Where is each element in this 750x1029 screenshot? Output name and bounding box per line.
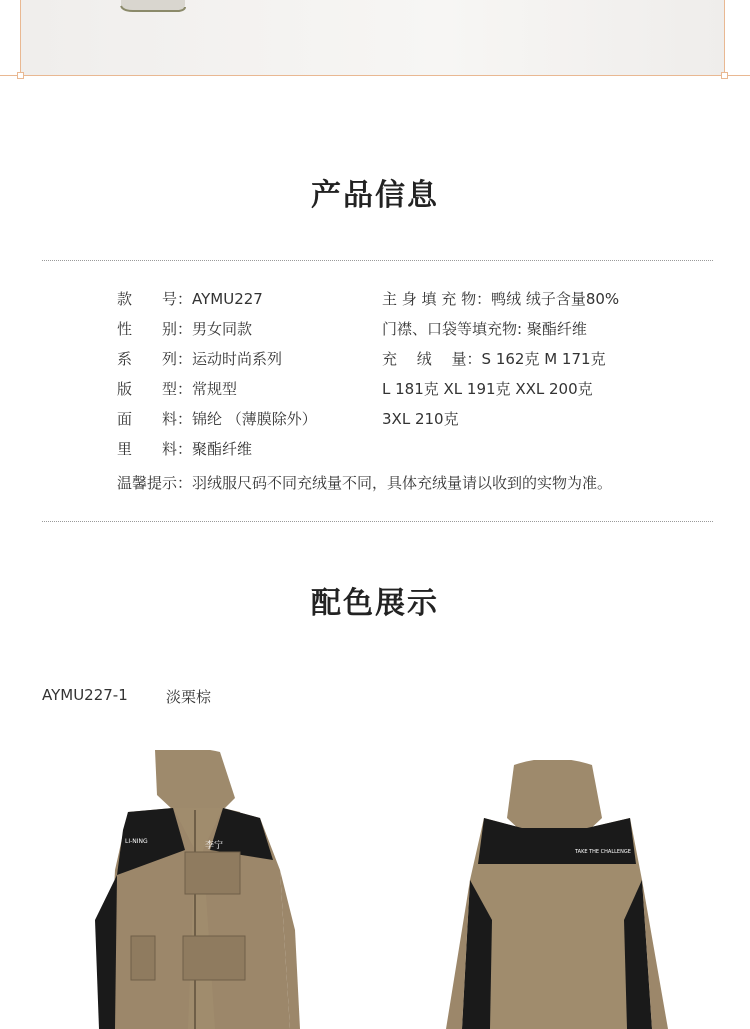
svg-text:LI-NING: LI-NING [125,838,148,845]
top-product-image-frame [20,0,725,76]
size-note: 温馨提示：羽绒服尺码不同充绒量不同，具体充绒量请以收到的实物为准。 [117,474,613,492]
divider-top [42,260,713,261]
shoe-image [119,0,189,12]
spec-lining: 里 料：聚酯纤维 [117,440,253,458]
spec-fill-weight-3: 3XL 210克 [382,410,459,428]
spec-fill-weight-2: L 181克 XL 191克 XXL 200克 [382,380,593,398]
frame-corner-right [721,72,728,79]
spec-style-no: 款 号：AYMU227 [117,290,263,308]
spec-fit: 版 型：常规型 [117,380,238,398]
product-info-title: 产品信息 [311,178,439,213]
color-code: AYMU227-1 [42,686,128,704]
spec-main-filling: 主 身 填 充 物：鸭绒 绒子含量80% [382,290,620,308]
spec-gender: 性 别：男女同款 [117,320,253,338]
svg-text:李宁: 李宁 [205,841,224,851]
svg-text:TAKE THE CHALLENGE: TAKE THE CHALLENGE [575,849,631,855]
frame-right-rule [725,75,750,76]
jacket-front-image [95,750,300,1029]
spec-other-filling: 门襟、口袋等填充物: 聚酯纤维 [382,320,587,338]
colors-title: 配色展示 [311,586,439,621]
spec-fill-weight-1: 充 绒 量：S 162克 M 171克 [382,350,606,368]
jacket-back-image [442,760,672,1029]
frame-corner-left [17,72,24,79]
spec-series: 系 列：运动时尚系列 [117,350,283,368]
divider-bottom [42,521,713,522]
spec-fabric: 面 料：锦纶 （薄膜除外） [117,410,317,428]
color-name: 淡栗棕 [166,688,212,706]
